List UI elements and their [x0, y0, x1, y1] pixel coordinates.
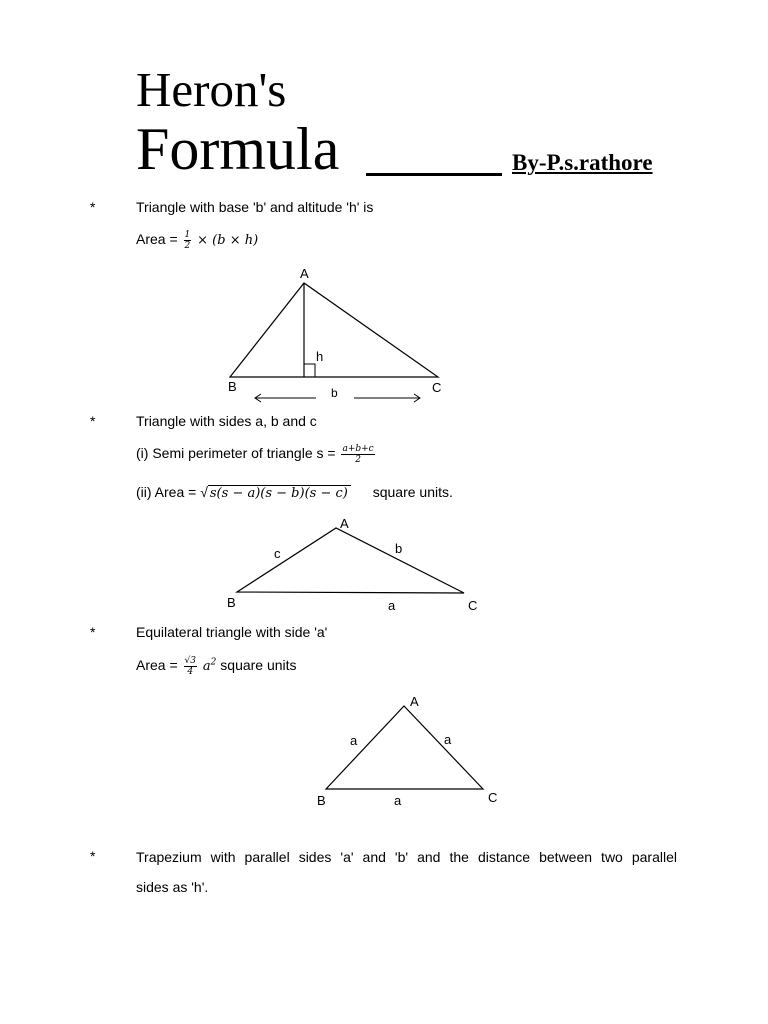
fraction-numerator: 1	[184, 230, 191, 240]
fraction-root3-over-4	[184, 656, 197, 677]
square-root	[200, 484, 351, 501]
fraction-half	[184, 230, 192, 251]
section-4-line-1: Trapezium with parallel sides 'a' and 'b' and the distance between two parallel	[136, 849, 677, 865]
triangle-outline	[237, 528, 464, 593]
base-label-b: b	[331, 386, 338, 400]
side-label-left: a	[350, 733, 358, 748]
area-units: square units	[220, 657, 297, 674]
section-2-heading: Triangle with sides a, b and c	[136, 413, 317, 429]
area-units: square units.	[372, 484, 453, 500]
title-underline	[366, 173, 502, 176]
exponent: 2	[210, 657, 217, 668]
fraction-denominator: 2	[184, 241, 191, 251]
area-label: (ii) Area =	[136, 484, 197, 500]
side-variable: a	[202, 659, 211, 675]
equilateral-area-formula	[136, 656, 297, 677]
vertex-label-b: B	[228, 379, 237, 394]
side-label-right: a	[444, 732, 452, 747]
radicand: s(s − a)(s − b)(s − c)	[208, 485, 351, 501]
semi-perimeter-label: (i) Semi perimeter of triangle s =	[136, 445, 336, 462]
semi-numerator: a+b+c	[342, 444, 374, 454]
herons-area-formula	[136, 484, 453, 501]
semi-perimeter-formula	[136, 444, 377, 465]
area-label: Area =	[136, 231, 178, 248]
fraction-numerator: √3	[184, 656, 196, 666]
semi-perimeter-fraction	[341, 444, 374, 465]
vertex-label-a: A	[410, 694, 419, 709]
formula-rest: × (b × h)	[197, 233, 259, 249]
vertex-label-c: C	[468, 598, 478, 613]
side-label-b: b	[395, 541, 403, 556]
vertex-label-a: A	[300, 266, 309, 281]
figure-scalene-triangle	[222, 513, 492, 616]
title-line-1: Heron's	[136, 62, 287, 117]
vertex-label-c: C	[432, 380, 442, 395]
side-label-a: a	[388, 598, 396, 613]
vertex-label-a: A	[340, 516, 349, 531]
vertex-label-b: B	[227, 595, 236, 610]
fraction-denominator: 4	[187, 667, 194, 677]
section-3-heading: Equilateral triangle with side 'a'	[136, 624, 328, 640]
vertex-label-c: C	[488, 790, 498, 805]
figure-triangle-altitude	[220, 262, 460, 412]
title-line-2: Formula	[136, 116, 340, 182]
figure-equilateral-triangle	[313, 690, 513, 812]
triangle-outline	[230, 283, 438, 377]
vertex-label-b: B	[317, 793, 326, 808]
side-label-base: a	[394, 793, 402, 808]
right-angle-mark	[304, 364, 315, 377]
section-4-line-2: sides as 'h'.	[136, 879, 209, 895]
radical-sign: √	[200, 484, 208, 500]
side-label-c: c	[274, 546, 281, 561]
bullet-1: *	[90, 199, 96, 215]
area-label: Area =	[136, 657, 178, 674]
semi-denominator: 2	[355, 455, 361, 465]
bullet-3: *	[90, 624, 96, 640]
author-credit: By-P.s.rathore	[512, 150, 653, 175]
bullet-2: *	[90, 413, 96, 429]
section-1-heading: Triangle with base 'b' and altitude 'h' is	[136, 199, 374, 215]
altitude-label-h: h	[316, 349, 324, 364]
bullet-4: *	[90, 848, 96, 864]
section-1-area-formula	[136, 230, 258, 251]
